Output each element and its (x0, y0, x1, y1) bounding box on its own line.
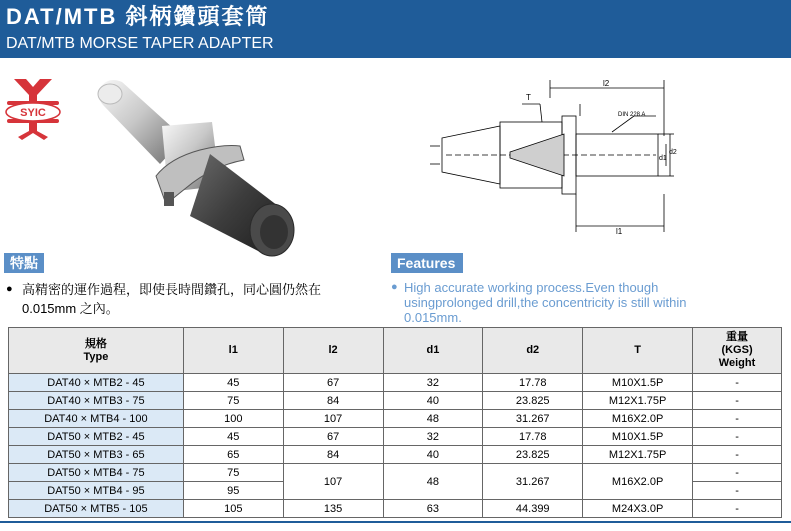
cell-weight: - (693, 464, 782, 482)
table-row (9, 428, 782, 446)
cell-type: DAT50 × MTB4 - 75 (9, 464, 184, 482)
cell-d2: 23.825 (483, 392, 583, 410)
header-type-cn: 規格 (84, 337, 107, 350)
cell-l2: 67 (283, 374, 383, 392)
spec-table (8, 327, 782, 518)
table-row (9, 392, 782, 410)
logo-text: SYIC (20, 107, 46, 119)
table-row (9, 500, 782, 518)
bullet-icon: ● (6, 283, 13, 295)
cell-type: DAT50 × MTB5 - 105 (9, 500, 184, 518)
features-cn-tag: 特點 (4, 253, 44, 273)
table-row (9, 464, 782, 482)
cell-d1: 40 (383, 446, 483, 464)
cell-l1: 75 (183, 464, 283, 482)
table-row (9, 446, 782, 464)
cell-d2: 17.78 (483, 374, 583, 392)
cell-d2: 44.399 (483, 500, 583, 518)
header-d1: d1 (383, 328, 483, 374)
header-type-en: Type (83, 350, 109, 363)
header-l2: l2 (283, 328, 383, 374)
cell-weight: - (693, 446, 782, 464)
technical-drawing (430, 76, 677, 238)
cell-t: M12X1.75P (583, 392, 693, 410)
drawing-label-d1: d1 (659, 155, 667, 162)
cell-t: M10X1.5P (583, 428, 693, 446)
page-title: DAT/MTB 斜柄鑽頭套筒 (6, 4, 270, 29)
cell-d1: 63 (383, 500, 483, 518)
cell-l2: 84 (283, 392, 383, 410)
header-l1: l1 (183, 328, 283, 374)
cell-t: M24X3.0P (583, 500, 693, 518)
table-header-row (9, 328, 782, 374)
cell-l2-merged: 107 (283, 464, 383, 500)
cell-t-merged: M16X2.0P (583, 464, 693, 500)
cell-type: DAT40 × MTB2 - 45 (9, 374, 184, 392)
bottom-rule (0, 521, 791, 523)
cell-t: M10X1.5P (583, 374, 693, 392)
cell-l2: 67 (283, 428, 383, 446)
header-weight (693, 328, 782, 374)
header-t: T (583, 328, 693, 374)
cell-d1: 48 (383, 410, 483, 428)
header-weight-unit: (KGS) (721, 344, 753, 356)
cell-d1: 40 (383, 392, 483, 410)
page-header (0, 0, 791, 58)
cell-d1: 32 (383, 428, 483, 446)
cell-type: DAT40 × MTB4 - 100 (9, 410, 184, 428)
cell-weight: - (693, 482, 782, 500)
cell-l1: 45 (183, 428, 283, 446)
cell-type: DAT50 × MTB2 - 45 (9, 428, 184, 446)
cell-d1: 32 (383, 374, 483, 392)
feature-en-body: High accurate working process.Even though usingprolonged drill,the concentricity is still within 0.015mm. (404, 280, 687, 325)
feature-cn-body: 高精密的運作過程，即使長時間鑽孔，同心圓仍然在 0.015mm 之內。 (22, 282, 322, 316)
page-subtitle: DAT/MTB MORSE TAPER ADAPTER (6, 35, 274, 52)
feature-en-text (391, 280, 711, 325)
cell-l2: 135 (283, 500, 383, 518)
cell-d2-merged: 31.267 (483, 464, 583, 500)
cell-d2: 31.267 (483, 410, 583, 428)
cell-l1: 95 (183, 482, 283, 500)
cell-l2: 84 (283, 446, 383, 464)
cell-weight: - (693, 428, 782, 446)
drawing-label-l1: l1 (616, 227, 623, 236)
feature-cn-text (6, 280, 336, 318)
header-weight-cn: 重量 (726, 331, 749, 343)
syic-logo (4, 73, 62, 141)
cell-l1: 75 (183, 392, 283, 410)
bullet-icon: ● (391, 281, 398, 293)
drawing-label-din: DIN 228 A (618, 112, 646, 118)
header-type (9, 328, 184, 374)
cell-l1: 100 (183, 410, 283, 428)
cell-weight: - (693, 374, 782, 392)
cell-d2: 17.78 (483, 428, 583, 446)
table-row (9, 410, 782, 428)
cell-l1: 65 (183, 446, 283, 464)
table-row (9, 374, 782, 392)
drawing-label-d2: d2 (669, 149, 677, 156)
drawing-label-l2: l2 (603, 79, 610, 88)
cell-l1: 45 (183, 374, 283, 392)
cell-type: DAT50 × MTB4 - 95 (9, 482, 184, 500)
header-weight-en: Weight (718, 357, 756, 369)
cell-d1-merged: 48 (383, 464, 483, 500)
cell-type: DAT50 × MTB3 - 65 (9, 446, 184, 464)
header-d2: d2 (483, 328, 583, 374)
cell-t: M12X1.75P (583, 446, 693, 464)
drawing-label-t: T (526, 93, 531, 102)
features-en-tag: Features (391, 253, 463, 273)
cell-d2: 23.825 (483, 446, 583, 464)
cell-t: M16X2.0P (583, 410, 693, 428)
cell-type: DAT40 × MTB3 - 75 (9, 392, 184, 410)
cell-l1: 105 (183, 500, 283, 518)
cell-l2: 107 (283, 410, 383, 428)
cell-weight: - (693, 410, 782, 428)
adapter-product-photo (92, 66, 304, 256)
cell-weight: - (693, 392, 782, 410)
cell-weight: - (693, 500, 782, 518)
